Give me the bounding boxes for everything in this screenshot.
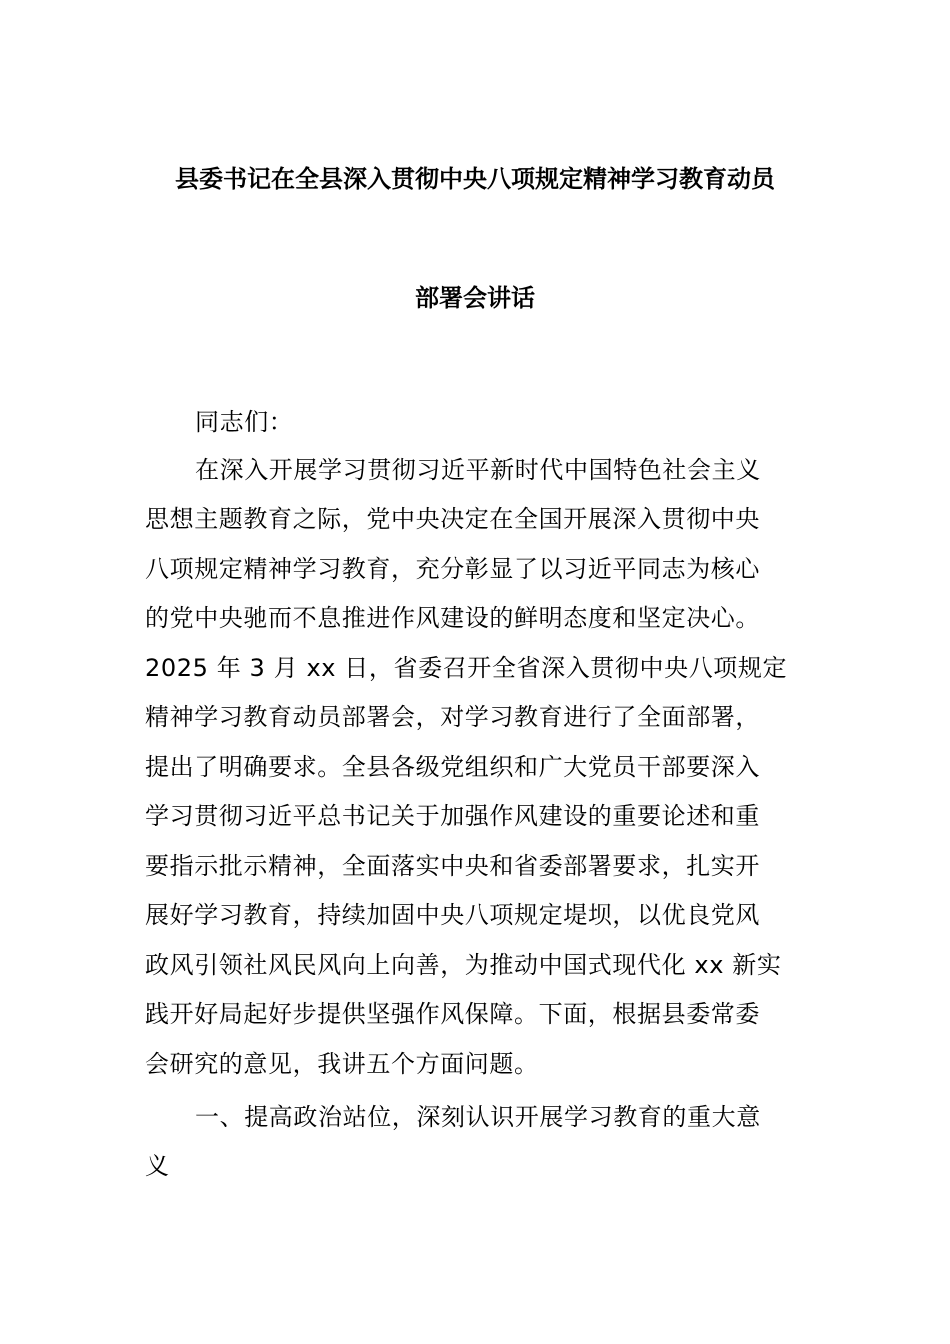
paragraph-1-line: 2025 年 3 月 xx 日，省委召开全省深入贯彻中央八项规定: [145, 654, 788, 682]
paragraph-1-line: 践开好局起好步提供坚强作风保障。下面，根据县委常委: [145, 1000, 760, 1028]
salutation: 同志们：: [195, 408, 294, 436]
paragraph-1-line: 思想主题教育之际，党中央决定在全国开展深入贯彻中央: [145, 505, 760, 533]
paragraph-1-line: 的党中央驰而不息推进作风建设的鲜明态度和坚定决心。: [145, 604, 760, 632]
section-1-heading-line: 义: [145, 1152, 170, 1180]
paragraph-1-line: 政风引领社风民风向上向善，为推动中国式现代化 xx 新实: [145, 951, 782, 979]
paragraph-1-line: 要指示批示精神，全面落实中央和省委部署要求，扎实开: [145, 852, 760, 880]
document-title-line-1: 县委书记在全县深入贯彻中央八项规定精神学习教育动员: [175, 165, 775, 193]
document-title-line-2: 部署会讲话: [415, 284, 535, 312]
paragraph-1-line: 展好学习教育，持续加固中央八项规定堤坝，以优良党风: [145, 901, 760, 929]
section-1-heading-line: 一、提高政治站位，深刻认识开展学习教育的重大意: [195, 1103, 761, 1131]
paragraph-1-line: 学习贯彻习近平总书记关于加强作风建设的重要论述和重: [145, 802, 760, 830]
paragraph-1-line: 精神学习教育动员部署会，对学习教育进行了全面部署，: [145, 703, 760, 731]
paragraph-1-line: 八项规定精神学习教育，充分彰显了以习近平同志为核心: [145, 555, 760, 583]
paragraph-1-line: 会研究的意见，我讲五个方面问题。: [145, 1050, 539, 1078]
paragraph-1-line: 提出了明确要求。全县各级党组织和广大党员干部要深入: [145, 753, 760, 781]
paragraph-1-line: 在深入开展学习贯彻习近平新时代中国特色社会主义: [195, 456, 761, 484]
